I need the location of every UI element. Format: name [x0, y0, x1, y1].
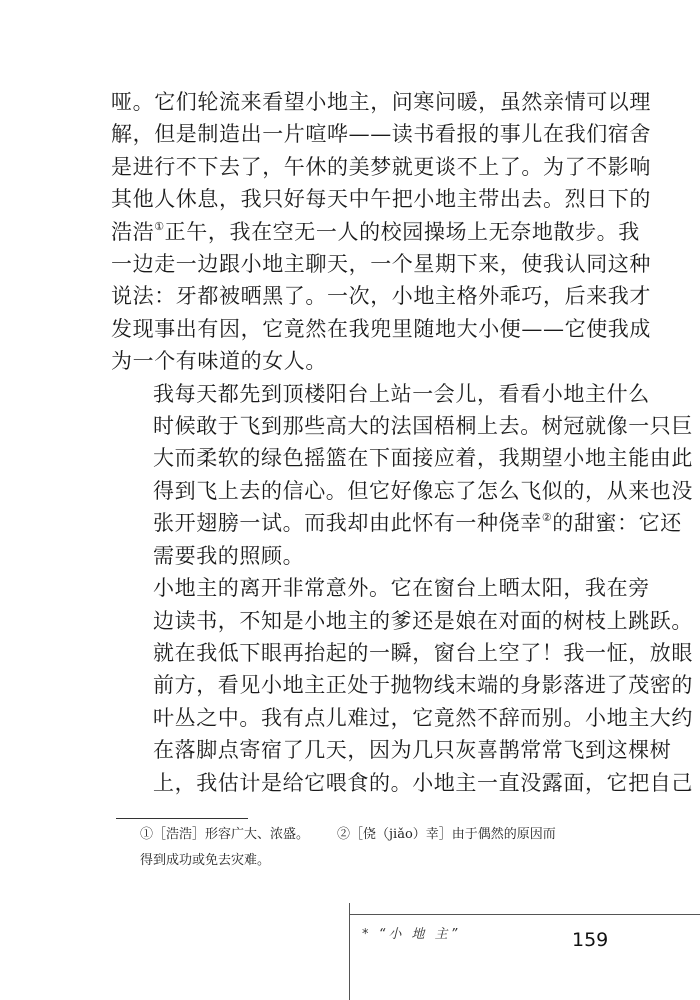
text-line-with-footnote	[111, 216, 640, 248]
footnote-mark-1: ①	[154, 219, 165, 233]
footer-horizontal-rule	[349, 914, 700, 915]
text-line: 在落脚点寄宿了几天，因为几只灰喜鹊常常飞到这棵树	[153, 738, 672, 763]
running-title: * “小 地 主”	[362, 927, 461, 942]
text-line: 上，我估计是给它喂食的。小地主一直没露面，它把自己	[153, 770, 693, 795]
paragraph-3	[111, 572, 693, 799]
footnote-1: ①［浩浩］形容广大、浓盛。	[140, 827, 310, 842]
footnotes	[140, 822, 600, 874]
text-fragment: 张开翅膀一试。而我却由此怀有一种侥幸	[153, 511, 542, 536]
footer-vertical-rule	[349, 903, 350, 1000]
text-line: 解，但是制造出一片喧哗——读书看报的事儿在我们宿舍	[111, 122, 651, 147]
footnote-mark-2: ②	[541, 511, 553, 525]
text-line: 就在我低下眼再抬起的一瞬，窗台上空了！我一怔，放眼	[153, 640, 693, 665]
text-line: 叶丛之中。我有点儿难过，它竟然不辞而别。小地主大约	[153, 705, 693, 730]
footnote-2: ②［侥（jiǎo）幸］由于偶然的原因而	[337, 827, 556, 842]
paragraph-2	[111, 378, 693, 572]
text-line: 小地主的离开非常意外。它在窗台上晒太阳，我在旁	[153, 576, 650, 601]
text-line: 发现事出有因，它竟然在我兜里随地大小便——它使我成	[111, 316, 651, 341]
text-line: 得到飞上去的信心。但它好像忘了怎么飞似的，从来也没	[153, 478, 693, 503]
text-fragment: 的甜蜜：它还	[552, 511, 682, 536]
text-line: 时候敢于飞到那些高大的法国梧桐上去。树冠就像一只巨	[153, 414, 693, 439]
text-fragment: 浩浩	[111, 219, 155, 244]
footnote-2-continued: 得到成功或免去灾难。	[140, 853, 271, 868]
text-line: 是进行不下去了，午休的美梦就更谈不上了。为了不影响	[111, 154, 651, 179]
text-line: 需要我的照顾。	[153, 543, 305, 568]
page-number: 159	[572, 929, 609, 951]
text-line: 边读书，不知是小地主的爹还是娘在对面的树枝上跳跃。	[153, 608, 693, 633]
text-line: 我每天都先到顶楼阳台上站一会儿，看看小地主什么	[153, 381, 650, 406]
text-line: 说法：牙都被晒黑了。一次，小地主格外乖巧，后来我才	[111, 284, 651, 309]
text-line: 前方，看见小地主正处于抛物线末端的身影落进了茂密的	[153, 673, 693, 698]
text-fragment: 正午，我在空无一人的校园操场上无奈地散步。我	[164, 219, 640, 244]
footnote-row	[140, 822, 600, 848]
text-line: 大而柔软的绿色摇篮在下面接应着，我期望小地主能由此	[153, 446, 693, 471]
text-line: 一边走一边跟小地主聊天，一个星期下来，使我认同这种	[111, 252, 651, 277]
paragraph-1	[111, 86, 651, 378]
footnote-divider	[116, 818, 248, 819]
text-line-with-footnote	[111, 507, 682, 539]
text-line: 哑。它们轮流来看望小地主，问寒问暖，虽然亲情可以理	[111, 90, 651, 114]
body-text	[111, 86, 693, 799]
text-line: 其他人休息，我只好每天中午把小地主带出去。烈日下的	[111, 187, 651, 212]
text-line: 为一个有味道的女人。	[111, 349, 327, 374]
